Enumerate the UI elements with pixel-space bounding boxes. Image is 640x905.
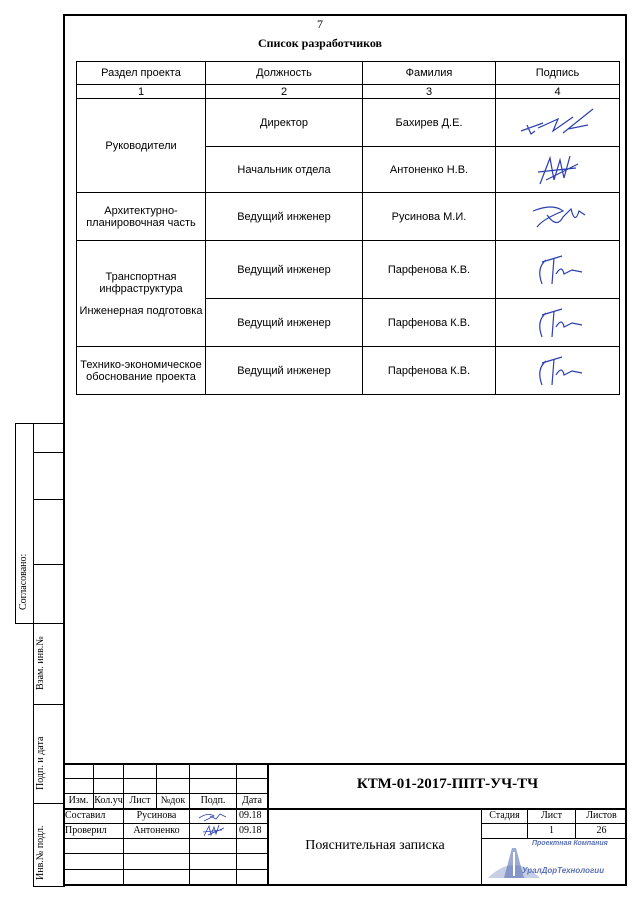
signature-parfenova: [528, 250, 588, 290]
table-row: [77, 347, 620, 395]
developers-table: [76, 61, 620, 395]
section-cell: Технико-экономическое обоснование проекта: [77, 347, 206, 395]
signature-cell: [496, 241, 620, 299]
col-number: 2: [206, 85, 363, 99]
side-cell: [33, 452, 65, 500]
section-engineering: Инженерная подготовка: [79, 304, 203, 317]
checked-signature: [200, 823, 228, 838]
position-cell: Начальник отдела: [206, 147, 363, 193]
page-number: 7: [317, 17, 323, 31]
signature-parfenova: [528, 303, 588, 343]
sheets-label: Листов: [586, 810, 617, 821]
table-header-row: [77, 62, 620, 85]
header-signature: Подпись: [496, 62, 620, 85]
name-cell: Антоненко Н.В.: [363, 147, 496, 193]
signature-rusinova: [523, 199, 593, 235]
side-cell: [33, 564, 65, 624]
signature-cell: [496, 193, 620, 241]
compiled-name: Русинова: [136, 810, 177, 821]
header-section: Раздел проекта: [77, 62, 206, 85]
stage-label: Стадия: [489, 810, 520, 821]
column-number-row: [77, 85, 620, 99]
signature-cell: [496, 99, 620, 147]
section-cell: Руководители: [77, 99, 206, 193]
section-transport: Транспортная инфраструктура: [99, 270, 183, 295]
name-cell: Русинова М.И.: [363, 193, 496, 241]
document-name: Пояснительная записка: [305, 838, 445, 853]
signature-bakhirev: [513, 103, 603, 143]
compiled-date: 09.18: [239, 810, 262, 821]
col-number: 1: [77, 85, 206, 99]
checked-name: Антоненко: [133, 825, 180, 836]
signature-cell: [496, 299, 620, 347]
agreed-label: Согласовано:: [18, 553, 29, 610]
col-header-docno: №док: [160, 795, 186, 806]
company-logo: [482, 840, 626, 885]
position-cell: Директор: [206, 99, 363, 147]
road-logo-icon: [484, 842, 544, 882]
header-position: Должность: [206, 62, 363, 85]
name-cell: Парфенова К.В.: [363, 299, 496, 347]
table-row: [77, 193, 620, 241]
document-code: КТМ-01-2017-ППТ-УЧ-ТЧ: [356, 776, 539, 792]
developers-list-title: Список разработчиков: [257, 36, 383, 50]
position-cell: Ведущий инженер: [206, 193, 363, 241]
col-number: 3: [363, 85, 496, 99]
section-cell: Архитектурно-планировочная часть: [77, 193, 206, 241]
side-cell: [33, 423, 65, 453]
signature-cell: [496, 347, 620, 395]
sheets-value: 26: [596, 825, 607, 836]
position-cell: Ведущий инженер: [206, 347, 363, 395]
position-cell: Ведущий инженер: [206, 241, 363, 299]
checked-label: Проверил: [65, 825, 107, 836]
signature-antonenko: [528, 150, 588, 190]
compiled-signature: [196, 810, 232, 822]
signature-cell: [496, 147, 620, 193]
sheet-value: 1: [549, 825, 554, 836]
name-cell: Парфенова К.В.: [363, 347, 496, 395]
company-name-bottom: УралДорТехнологии: [522, 866, 605, 875]
replace-inv-label: Взам. инв.№: [35, 636, 46, 690]
col-header-sheet: Лист: [129, 795, 151, 806]
checked-date: 09.18: [239, 825, 262, 836]
col-header-date: Дата: [242, 795, 262, 806]
sheet-label: Лист: [541, 810, 562, 821]
inv-orig-label: Инв.№ подл.: [35, 825, 46, 880]
name-cell: Бахирев Д.Е.: [363, 99, 496, 147]
col-number: 4: [496, 85, 620, 99]
side-cell: [33, 499, 65, 565]
section-cell: [77, 241, 206, 347]
sign-date-label: Подп. и дата: [35, 736, 46, 790]
col-header-sign: Подп.: [200, 795, 226, 806]
company-name-top: Проектная Компания: [532, 840, 608, 847]
col-header-count: Кол.уч: [94, 795, 123, 806]
col-header-change: Изм.: [68, 795, 89, 806]
signature-parfenova: [528, 351, 588, 391]
compiled-label: Составил: [65, 810, 106, 821]
table-row: [77, 99, 620, 147]
name-cell: Парфенова К.В.: [363, 241, 496, 299]
header-name: Фамилия: [363, 62, 496, 85]
position-cell: Ведущий инженер: [206, 299, 363, 347]
table-row: [77, 241, 620, 299]
